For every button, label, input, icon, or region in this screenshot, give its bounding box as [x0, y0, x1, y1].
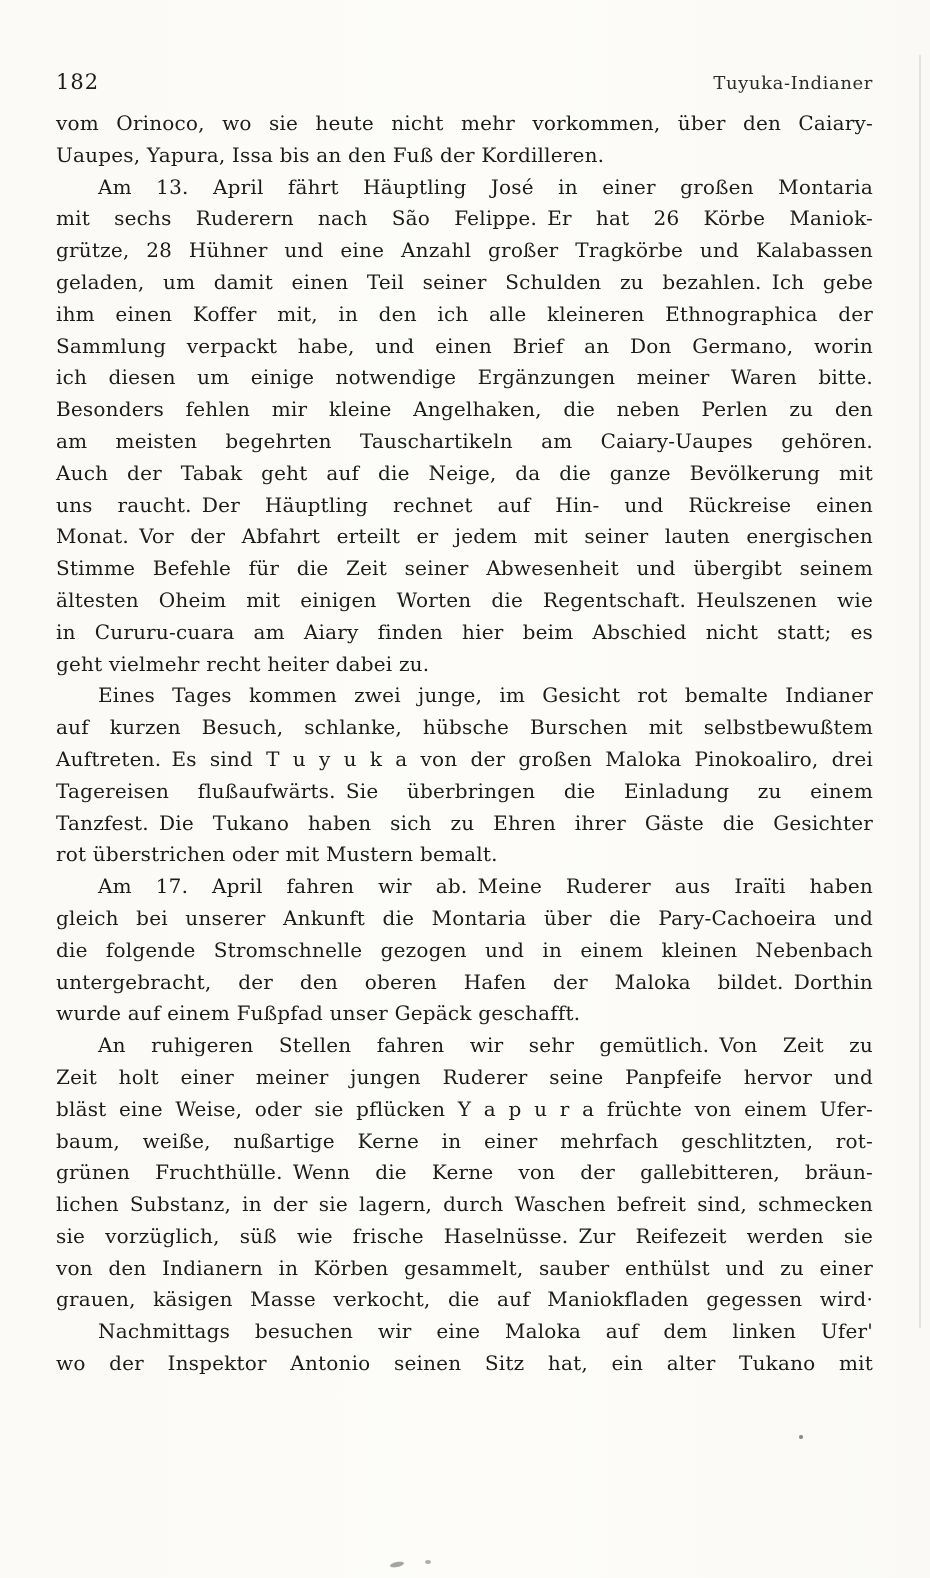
- text-line: Nachmittags besuchen wir eine Maloka auf dem linken Ufer': [98, 1319, 873, 1344]
- scan-artifact-edge-line: [919, 55, 921, 1328]
- text-line: uns raucht. Der Häuptling rechnet auf Hin- und Rückreise einen: [56, 492, 873, 517]
- text-line: Uaupes, Yapura, Issa bis an den Fuß der Kordilleren.: [56, 142, 605, 167]
- scan-artifact-dot: [799, 1435, 803, 1439]
- text-line: wo der Inspektor Antonio seinen Sitz hat, ein alter Tukano mit: [56, 1351, 873, 1376]
- text-line: Tagereisen flußaufwärts. Sie überbringen die Einladung zu einem: [56, 778, 873, 803]
- text-line: untergebracht, der den oberen Hafen der Maloka bildet. Dorthin: [56, 969, 873, 994]
- text-line: baum, weiße, nußartige Kerne in einer mehrfach geschlitzten, rot-: [56, 1128, 873, 1153]
- running-title: Tuyuka-Indianer: [713, 73, 873, 94]
- text-line: Monat. Vor der Abfahrt erteilt er jedem mit seiner lauten energischen: [56, 524, 873, 549]
- text-line: rot überstrichen oder mit Mustern bemalt.: [56, 842, 498, 867]
- text-line: Sammlung verpackt habe, und einen Brief an Don Germano, worin: [56, 333, 873, 358]
- text-line: mit sechs Ruderern nach São Felippe. Er hat 26 Körbe Maniok-: [56, 206, 873, 231]
- text-line: gleich bei unserer Ankunft die Montaria über die Pary-Cachoeira und: [56, 905, 873, 930]
- paragraph: [56, 680, 873, 871]
- paragraph: [56, 871, 873, 1030]
- page-number: 182: [56, 70, 100, 94]
- scan-artifact-speck: [390, 1561, 405, 1569]
- text-line: grauen, käsigen Masse verkocht, die auf Maniokfladen gegessen wird·: [56, 1287, 873, 1312]
- text-line: die folgende Stromschnelle gezogen und in einem kleinen Nebenbach: [56, 937, 873, 962]
- text-line: Am 17. April fahren wir ab. Meine Ruderer aus Iraïti haben: [98, 874, 873, 899]
- text-line: Auftreten. Es sind T u y u k a von der großen Maloka Pinokoaliro, drei: [56, 746, 873, 771]
- paragraph: [56, 108, 873, 172]
- text-line: vom Orinoco, wo sie heute nicht mehr vorkommen, über den Caiary-: [56, 111, 873, 135]
- text-line: ich diesen um einige notwendige Ergänzungen meiner Waren bitte.: [56, 365, 873, 390]
- text-line: geladen, um damit einen Teil seiner Schulden zu bezahlen. Ich gebe: [56, 269, 873, 294]
- text-line: Stimme Befehle für die Zeit seiner Abwesenheit und übergibt seinem: [56, 556, 873, 581]
- text-line: bläst eine Weise, oder sie pflücken Y a p u r a früchte von einem Ufer-: [56, 1096, 873, 1121]
- scan-artifact-speck: [425, 1560, 431, 1564]
- text-line: ältesten Oheim mit einigen Worten die Regentschaft. Heulszenen wie: [56, 587, 873, 612]
- text-line: Am 13. April fährt Häuptling José in einer großen Montaria: [98, 174, 873, 199]
- text-line: am meisten begehrten Tauschartikeln am Caiary-Uaupes gehören.: [56, 428, 873, 453]
- text-line: wurde auf einem Fußpfad unser Gepäck geschafft.: [56, 1001, 581, 1026]
- page-header: [56, 70, 873, 94]
- body-text: [56, 108, 873, 1380]
- text-line: An ruhigeren Stellen fahren wir sehr gemütlich. Von Zeit zu: [98, 1033, 873, 1058]
- text-line: Zeit holt einer meiner jungen Ruderer seine Panpfeife hervor und: [56, 1064, 873, 1089]
- text-line: Auch der Tabak geht auf die Neige, da die ganze Bevölkerung mit: [56, 460, 873, 485]
- paragraph: [56, 172, 873, 681]
- text-line: grütze, 28 Hühner und eine Anzahl großer Tragkörbe und Kalabassen: [56, 238, 873, 263]
- text-line: geht vielmehr recht heiter dabei zu.: [56, 651, 430, 676]
- text-line: von den Indianern in Körben gesammelt, sauber enthülst und zu einer: [56, 1255, 873, 1280]
- text-line: Besonders fehlen mir kleine Angelhaken, die neben Perlen zu den: [56, 397, 873, 422]
- text-line: sie vorzüglich, süß wie frische Haselnüsse. Zur Reifezeit werden sie: [56, 1223, 873, 1248]
- text-line: Tanzfest. Die Tukano haben sich zu Ehren ihrer Gäste die Gesichter: [56, 810, 873, 835]
- paragraph: [56, 1030, 873, 1316]
- paragraph: [56, 1316, 873, 1380]
- text-line: Eines Tages kommen zwei junge, im Gesicht rot bemalte Indianer: [98, 683, 873, 708]
- text-line: auf kurzen Besuch, schlanke, hübsche Burschen mit selbstbewußtem: [56, 715, 873, 740]
- text-line: in Cururu-cuara am Aiary finden hier beim Abschied nicht statt; es: [56, 619, 873, 644]
- text-line: grünen Fruchthülle. Wenn die Kerne von der gallebitteren, bräun-: [56, 1160, 873, 1185]
- text-line: ihm einen Koffer mit, in den ich alle kleineren Ethnographica der: [56, 301, 873, 326]
- text-line: lichen Substanz, in der sie lagern, durch Waschen befreit sind, schmecken: [56, 1192, 873, 1217]
